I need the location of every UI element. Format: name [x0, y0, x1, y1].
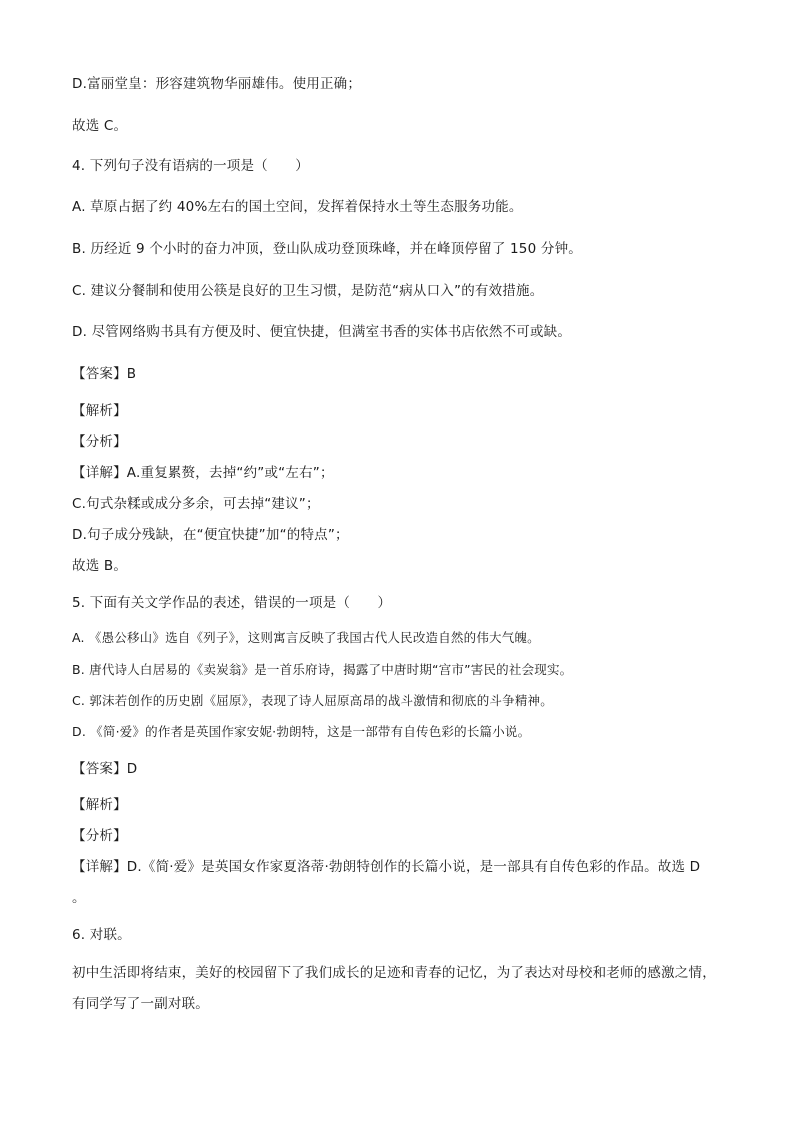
question-4-analysis-subheading: 【分析】	[72, 434, 127, 450]
question-5-option-a: A. 《愚公移山》选自《列子》，这则寓言反映了我国古代人民改造自然的伟大气魄。	[72, 630, 540, 645]
question-4-detail-c: C.句式杂糅或成分多余，可去掉“建议”；	[72, 496, 320, 512]
question-4-option-d: D. 尽管网络购书具有方便及时、便宜快捷，但满室书香的实体书店依然不可或缺。	[72, 324, 572, 340]
question-4-answer: 【答案】B	[72, 366, 137, 382]
question-6-passage-line-2: 有同学写了一副对联。	[72, 996, 209, 1012]
question-5-analysis-heading: 【解析】	[72, 797, 127, 813]
question-5-option-b: B. 唐代诗人白居易的《卖炭翁》是一首乐府诗，揭露了中唐时期“宫市”害民的社会现实。	[72, 662, 573, 677]
question-5-detail: 【详解】D.《简·爱》是英国女作家夏洛蒂·勃朗特创作的长篇小说，是一部具有自传色彩的作品。故选 D	[72, 859, 701, 875]
question-4-option-c: C. 建议分餐制和使用公筷是良好的卫生习惯，是防范“病从口入”的有效措施。	[72, 283, 544, 299]
question-4-detail-d: D.句子成分残缺，在“便宜快捷”加“的特点”；	[72, 527, 349, 543]
question-5-stem: 5. 下面有关文学作品的表述，错误的一项是（ ）	[72, 595, 392, 611]
question-4-option-a: A. 草原占据了约 40%左右的国土空间，发挥着保持水土等生态服务功能。	[72, 199, 523, 215]
question-5-option-c: C. 郭沫若创作的历史剧《屈原》，表现了诗人屈原高昂的战斗激情和彻底的斗争精神。	[72, 693, 553, 708]
question-4-detail-a: 【详解】A.重复累赘，去掉“约”或“左右”；	[72, 465, 334, 481]
question-6-stem: 6. 对联。	[72, 927, 131, 943]
question-5-analysis-subheading: 【分析】	[72, 828, 127, 844]
question-5-option-d: D. 《简·爱》的作者是英国作家安妮·勃朗特，这是一部带有自传色彩的长篇小说。	[72, 724, 531, 739]
explanation-line-option-d: D.富丽堂皇：形容建筑物华丽雄伟。使用正确；	[72, 76, 362, 92]
question-6-passage-line-1: 初中生活即将结束，美好的校园留下了我们成长的足迹和青春的记忆，为了表达对母校和老师的感激之情，	[72, 965, 716, 981]
question-4-conclusion: 故选 B。	[72, 558, 128, 574]
answer-choice-line: 故选 C。	[72, 118, 128, 134]
question-5-answer: 【答案】D	[72, 761, 138, 777]
question-4-stem: 4. 下列句子没有语病的一项是（ ）	[72, 158, 309, 174]
question-4-analysis-heading: 【解析】	[72, 403, 127, 419]
question-5-detail-end: 。	[72, 890, 86, 906]
question-4-option-b: B. 历经近 9 个小时的奋力冲顶，登山队成功登顶珠峰，并在峰顶停留了 150 分钟。	[72, 241, 582, 257]
